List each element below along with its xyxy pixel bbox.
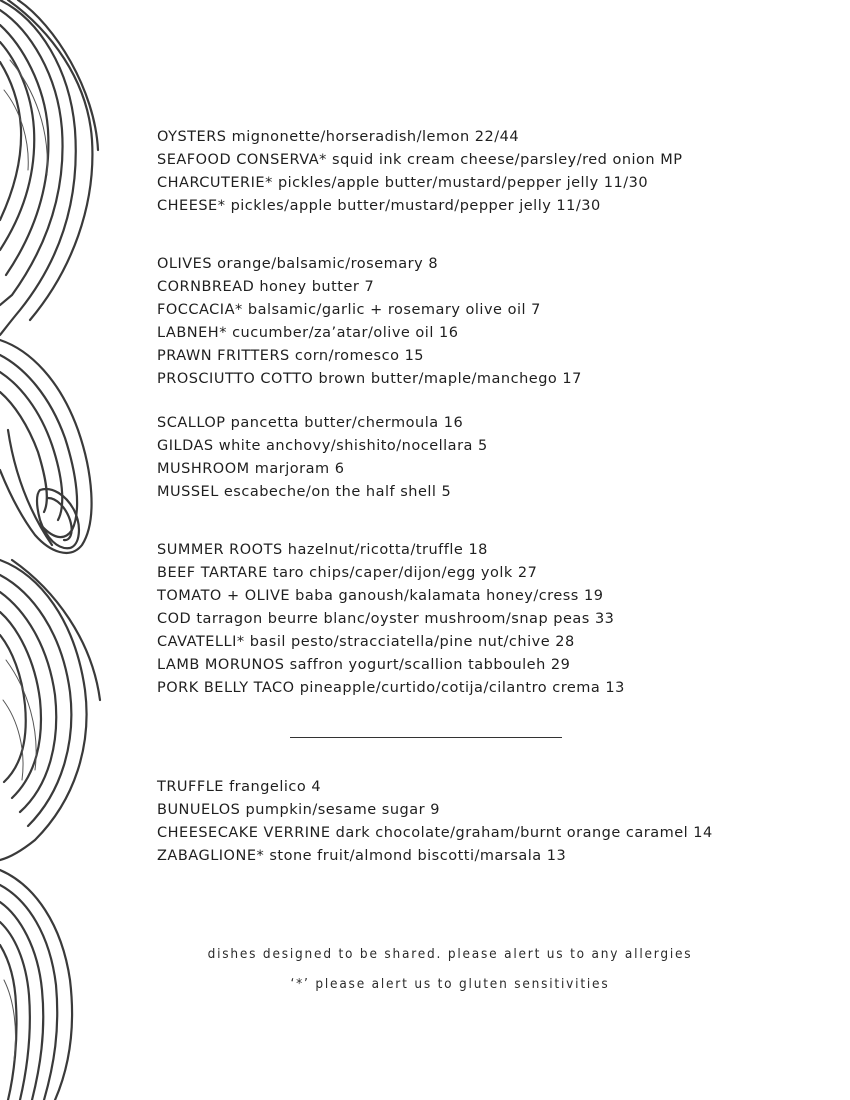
menu-item-foccacia [157,299,817,322]
item-description: mignonette/horseradish/lemon [231,129,470,145]
menu-item-oysters [157,126,817,149]
item-description: squid ink cream cheese/parsley/red onion [332,152,656,168]
item-description: honey butter [259,279,360,295]
menu-item-scallop [157,412,817,435]
menu-item-cod [157,608,817,631]
item-price: 16 [443,415,464,431]
item-description: basil pesto/stracciatella/pine nut/chive [249,634,551,650]
item-price: 6 [334,461,345,477]
item-price: 29 [550,657,571,673]
item-name: ZABAGLIONE* [157,848,265,864]
item-price: MP [660,152,683,168]
item-price: 9 [430,802,440,818]
item-name: PROSCIUTTO COTTO [157,371,314,387]
item-price: 15 [404,348,425,364]
menu-item-summer-roots [157,539,817,562]
item-name: TOMATO + OLIVE [157,588,291,604]
item-name: MUSHROOM [157,461,250,477]
item-name: CHEESECAKE VERRINE [157,825,331,841]
menu-item-cheese [157,195,817,218]
menu-item-gildas [157,435,817,458]
menu-item-cheesecake-verrine [157,822,817,845]
item-name: COD [157,611,192,627]
item-name: CHEESE* [157,198,226,214]
item-price: 17 [562,371,582,387]
item-description: saffron yogurt/scallion tabbouleh [289,657,546,673]
item-price: 28 [555,634,575,650]
item-description: pumpkin/sesame sugar [245,802,426,818]
item-description: white anchovy/shishito/nocellara [218,438,473,454]
item-price: 16 [438,325,459,341]
menu-item-bunuelos [157,799,817,822]
footer-gluten-note: ‘*’ please alert us to gluten sensitivities [290,976,610,992]
item-description: stone fruit/almond biscotti/marsala [269,848,542,864]
item-price: 14 [693,825,713,841]
item-price: 7 [531,302,541,318]
footer-allergy-note: dishes designed to be shared. please alert us to any allergies [207,946,693,962]
menu-item-truffle [157,776,817,799]
item-name: BEEF TARTARE [157,565,268,581]
item-name: LABNEH* [157,325,227,341]
item-description: pickles/apple butter/mustard/pepper jelly [277,175,599,191]
item-name: GILDAS [157,438,214,454]
item-description: taro chips/caper/dijon/egg yolk [272,565,513,581]
menu-section-cold [157,126,817,218]
item-price: 18 [468,542,488,558]
item-name: TRUFFLE [157,779,224,795]
item-price: 22/44 [474,129,520,145]
menu-item-prawn-fritters [157,345,817,368]
menu-item-seafood-conserva [157,149,817,172]
menu-item-zabaglione [157,845,817,868]
item-name: SEAFOOD CONSERVA* [157,152,327,168]
menu-item-pork-belly-taco [157,677,817,700]
menu-section-desserts [157,776,817,868]
menu-section-mains [157,539,817,700]
item-name: MUSSEL [157,484,219,500]
item-description: baba ganoush/kalamata honey/cress [295,588,579,604]
item-name: SUMMER ROOTS [157,542,283,558]
oyster-shell-illustration [0,0,110,1100]
menu-list [157,126,817,700]
item-description: frangelico [229,779,307,795]
menu-item-charcuterie [157,172,817,195]
item-price: 13 [546,848,567,864]
item-description: escabeche/on the half shell [223,484,437,500]
item-description: pancetta butter/chermoula [230,415,439,431]
menu-item-tomato-olive [157,585,817,608]
menu-item-labneh [157,322,817,345]
menu-section-snacks [157,253,817,391]
item-name: LAMB MORUNOS [157,657,285,673]
menu-item-olives [157,253,817,276]
item-description: balsamic/garlic + rosemary olive oil [247,302,526,318]
item-name: CHARCUTERIE* [157,175,273,191]
item-name: SCALLOP [157,415,226,431]
item-price: 33 [594,611,615,627]
item-description: orange/balsamic/rosemary [217,256,424,272]
item-description: pickles/apple butter/mustard/pepper jelly [230,198,552,214]
item-price: 19 [583,588,604,604]
menu-item-beef-tartare [157,562,817,585]
item-price: 5 [478,438,488,454]
menu-item-cornbread [157,276,817,299]
section-divider [290,737,562,738]
menu-item-prosciutto-cotto [157,368,817,391]
item-price: 5 [441,484,452,500]
item-price: 4 [311,779,322,795]
menu-item-mushroom [157,458,817,481]
item-description: cucumber/za’atar/olive oil [232,325,434,341]
menu-item-lamb-morunos [157,654,817,677]
item-name: PORK BELLY TACO [157,680,295,696]
item-description: dark chocolate/graham/burnt orange caramel [335,825,689,841]
item-name: BUNUELOS [157,802,241,818]
item-price: 7 [364,279,375,295]
menu-section-bites [157,412,817,504]
menu-item-mussel [157,481,817,504]
item-name: OYSTERS [157,129,227,145]
item-description: brown butter/maple/manchego [318,371,558,387]
item-price: 8 [428,256,439,272]
item-name: PRAWN FRITTERS [157,348,290,364]
item-description: tarragon beurre blanc/oyster mushroom/snap peas [196,611,590,627]
item-price: 27 [517,565,538,581]
item-description: pineapple/curtido/cotija/cilantro crema [299,680,601,696]
item-description: marjoram [254,461,330,477]
menu-item-cavatelli [157,631,817,654]
item-price: 11/30 [603,175,649,191]
item-name: CORNBREAD [157,279,255,295]
item-name: OLIVES [157,256,213,272]
item-name: FOCCACIA* [157,302,243,318]
item-description: hazelnut/ricotta/truffle [287,542,464,558]
item-name: CAVATELLI* [157,634,245,650]
item-price: 11/30 [556,198,601,214]
item-description: corn/romesco [294,348,400,364]
item-price: 13 [605,680,625,696]
